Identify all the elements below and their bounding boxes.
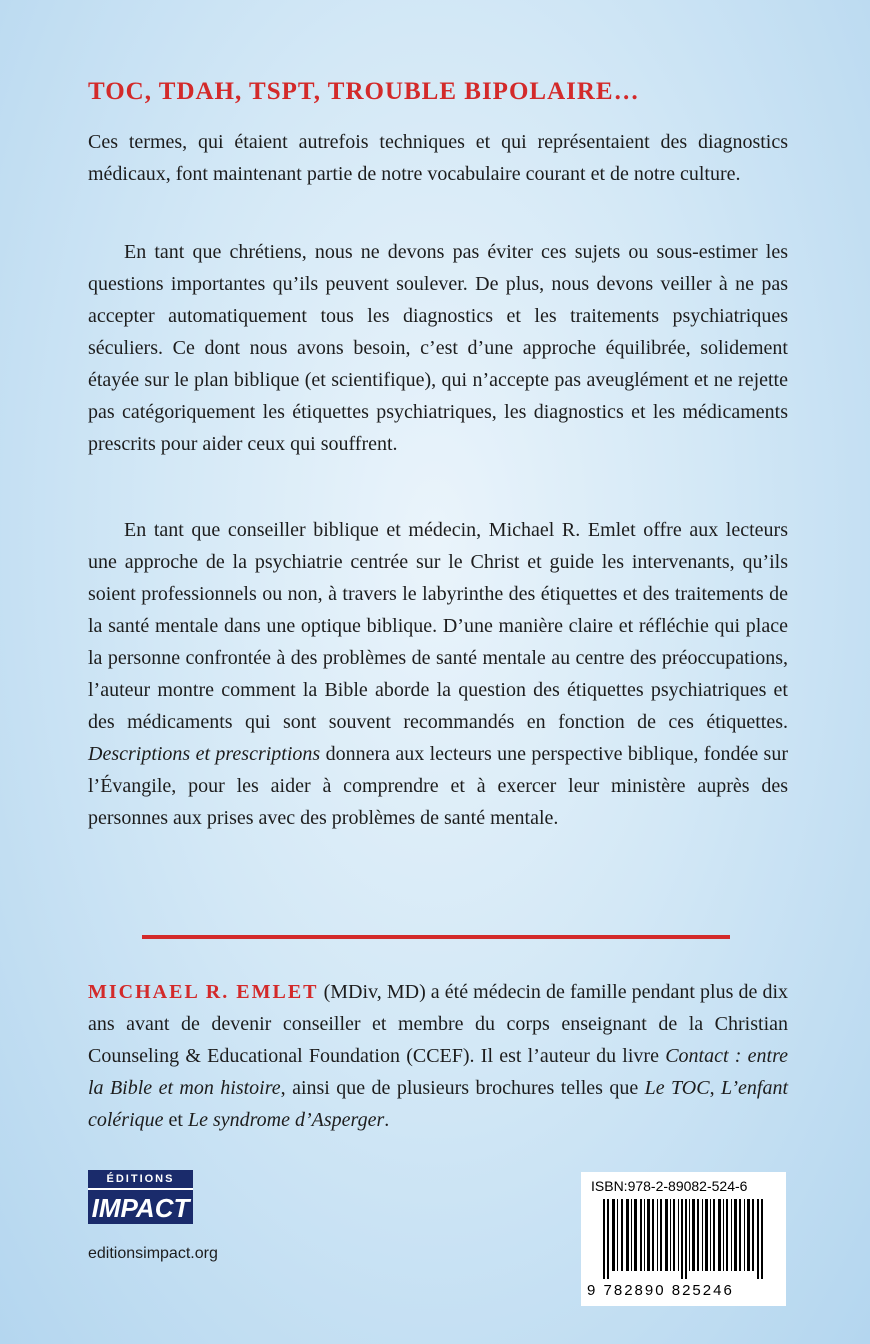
barcode-digits: 9 782890 825246 <box>587 1282 734 1299</box>
bio-text-b: , ainsi que de plusieurs brochures telles que <box>280 1077 645 1099</box>
bio-book-title: Contact : entre la Bible et mon histoire <box>88 1045 789 1099</box>
summary-text-b: donnera aux lecteurs une perspective biblique, fondée sur l’Évangile, pour les aider à comprendre et à exercer leur ministère auprès des personnes aux prises avec des problèmes de santé mentale. <box>88 743 789 829</box>
paragraph-book-summary <box>88 514 788 834</box>
barcode-icon <box>603 1199 765 1279</box>
logo-main-text: IMPACT <box>88 1188 193 1224</box>
book-title: Descriptions et prescriptions <box>88 743 321 765</box>
bio-text-a: (MDiv, MD) a été médecin de famille pendant plus de dix ans avant de devenir conseiller et membre du corps enseignant de la Christian Counseling & Educational Foundation (CCEF). Il est l’auteur du livre <box>88 981 788 1067</box>
paragraph-christian-view: En tant que chrétiens, nous ne devons pas éviter ces sujets ou sous-estimer les questions importantes qu’ils peuvent soulever. De plus, nous devons veiller à ne pas accepter automatiquement tous les diagnostics et les traitements psychiatriques séculiers. Ce dont nous avons besoin, c’est d’une approche équilibrée, solidement étayée sur le plan biblique (et scientifique), qui n’accepte pas aveuglément et ne rejette pas catégoriquement les étiquettes psychiatriques, les diagnostics et les médicaments prescrits pour aider ceux qui souffrent. <box>88 241 788 455</box>
bio-sep-2: et <box>163 1109 188 1131</box>
bio-end: . <box>384 1109 390 1131</box>
paragraph-intro: Ces termes, qui étaient autrefois techniques et qui représentaient des diagnostics médicaux, font maintenant partie de notre vocabulaire courant et de notre culture. <box>88 131 788 185</box>
summary-text-a: En tant que conseiller biblique et médecin, Michael R. Emlet offre aux lecteurs une approche de la psychiatrie centrée sur le Christ et guide les intervenants, qu’ils soient professionnels ou non, à travers le labyrinthe des étiquettes et des traitements de la santé mentale dans une optique biblique. D’une manière claire et réfléchie qui place la personne confrontée à des problèmes de santé mentale au centre des préoccupations, l’auteur montre comment la Bible aborde la question des étiquettes psychiatriques et des médicaments qui sont souvent recommandés en fonction de ces étiquettes. <box>88 519 788 733</box>
brochure-3: Le syndrome d’Asperger <box>187 1109 385 1131</box>
bio-sep-1: , <box>709 1077 722 1099</box>
author-name: MICHAEL R. EMLET <box>88 981 319 1003</box>
publisher-logo <box>88 1170 193 1224</box>
red-divider <box>142 935 730 939</box>
publisher-website: editionsimpact.org <box>88 1245 218 1262</box>
logo-top-text: ÉDITIONS <box>88 1170 193 1188</box>
barcode-box <box>581 1172 786 1306</box>
author-bio <box>88 976 788 1136</box>
brochure-2: L’enfant colérique <box>88 1077 789 1131</box>
cover-heading: TOC, TDAH, TSPT, TROUBLE BIPOLAIRE… <box>88 78 640 105</box>
brochure-1: Le TOC <box>644 1077 710 1099</box>
isbn-label: ISBN:978-2-89082-524-6 <box>591 1178 748 1194</box>
